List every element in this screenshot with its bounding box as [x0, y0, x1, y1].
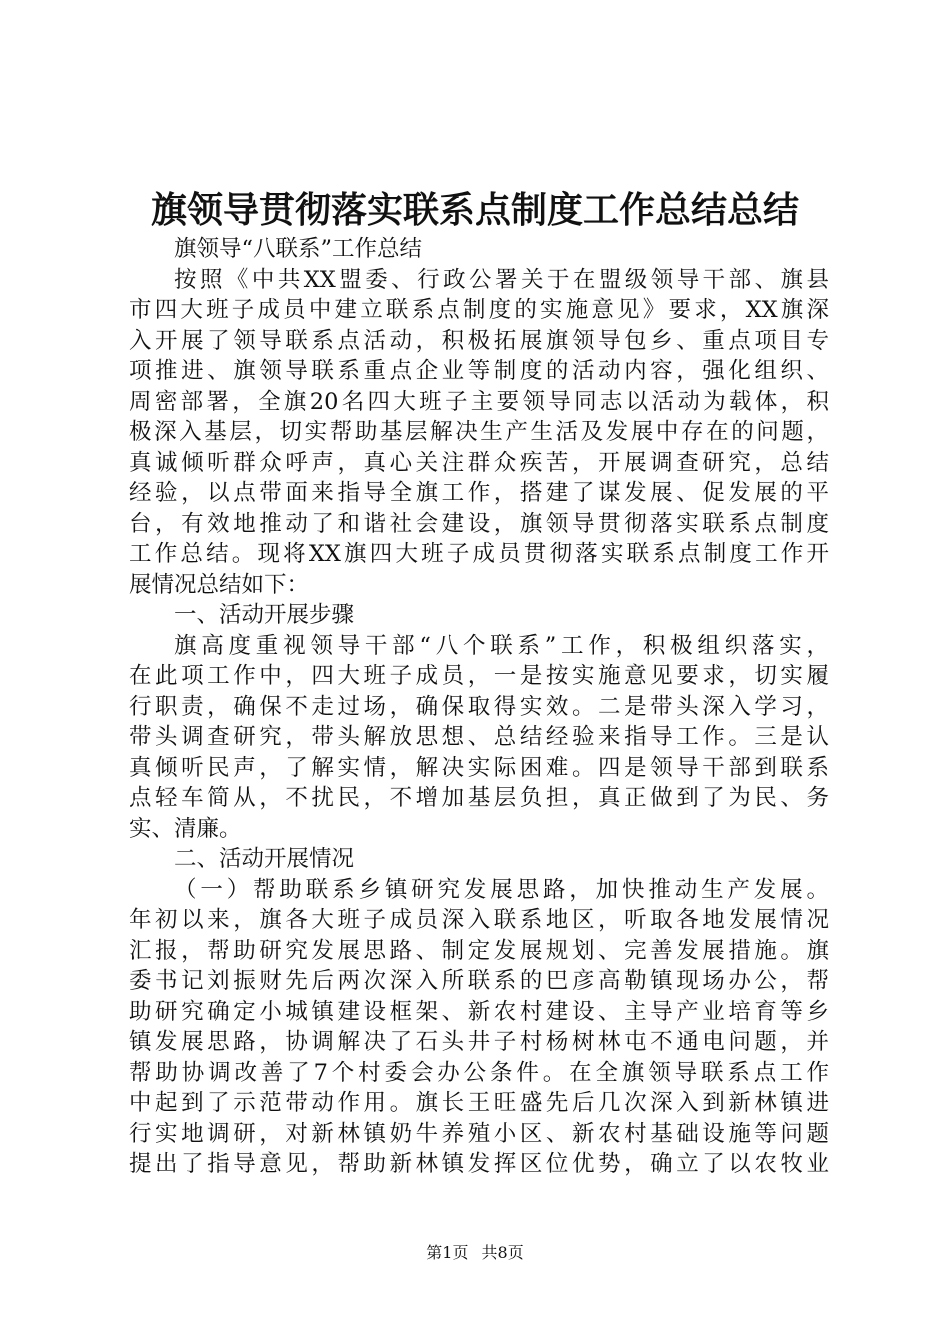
page-footer [0, 1243, 950, 1263]
text-line: 工作总结。现将XX旗四大班子成员贯彻落实联系点制度工作开 [129, 541, 829, 567]
text-line: 经验，以点带面来指导全旗工作，搭建了谋发展、促发展的平 [129, 480, 829, 506]
text-line: 中起到了示范带动作用。旗长王旺盛先后几次深入到新林镇进 [129, 1090, 829, 1116]
text-line: 旗高度重视领导干部“八个联系”工作，积极组织落实， [174, 632, 829, 659]
text-line: 在此项工作中，四大班子成员，一是按实施意见要求，切实履 [129, 663, 829, 689]
text-line: 帮助协调改善了7个村委会办公条件。在全旗领导联系点工作 [129, 1059, 829, 1086]
text-line: 展情况总结如下： [129, 571, 310, 598]
text-line: 真倾听民声，了解实情，解决实际困难。四是领导干部到联系 [129, 754, 829, 781]
text-line: 真诚倾听群众呼声，真心关注群众疾苦，开展调查研究，总结 [129, 449, 829, 476]
text-line: 周密部署，全旗20名四大班子主要领导同志以活动为载体，积 [129, 388, 829, 415]
text-line: 入开展了领导联系点活动，积极拓展旗领导包乡、重点项目专 [129, 327, 829, 354]
text-line: 行实地调研，对新林镇奶牛养殖小区、新农村基础设施等问题 [129, 1120, 829, 1147]
text-line: 市四大班子成员中建立联系点制度的实施意见》要求，XX旗深 [129, 297, 829, 323]
text-line: 实、清廉。 [129, 815, 242, 842]
text-line: 行职责，确保不走过场，确保取得实效。二是带头深入学习， [129, 693, 829, 720]
text-line: 年初以来，旗各大班子成员深入联系地区，听取各地发展情况 [129, 907, 829, 933]
text-line: 一、活动开展步骤 [174, 602, 355, 628]
text-line: 旗领导“八联系”工作总结 [174, 236, 423, 262]
text-line: 按照《中共XX盟委、行政公署关于在盟级领导干部、旗县 [174, 266, 829, 293]
document-body [129, 234, 829, 1180]
page-number: 第1页 [426, 1243, 469, 1262]
text-line: 项推进、旗领导联系重点企业等制度的活动内容，强化组织、 [129, 358, 829, 384]
document-title: 旗领导贯彻落实联系点制度工作总结总结 [150, 189, 799, 231]
text-line: 二、活动开展情况 [174, 846, 355, 872]
text-line: 镇发展思路，协调解决了石头井子村杨树林屯不通电问题，并 [129, 1029, 829, 1055]
text-line: 委书记刘振财先后两次深入所联系的巴彦高勒镇现场办公，帮 [129, 968, 829, 994]
page-total: 共8页 [481, 1243, 524, 1262]
text-line: 带头调查研究，带头解放思想、总结经验来指导工作。三是认 [129, 724, 829, 750]
text-line: 极深入基层，切实帮助基层解决生产生活及发展中存在的问题， [129, 419, 829, 445]
text-line: （一）帮助联系乡镇研究发展思路，加快推动生产发展。 [174, 876, 829, 903]
text-line: 汇报，帮助研究发展思路、制定发展规划、完善发展措施。旗 [129, 937, 829, 964]
text-line: 助研究确定小城镇建设框架、新农村建设、主导产业培育等乡 [129, 998, 829, 1025]
text-line: 提出了指导意见，帮助新林镇发挥区位优势，确立了以农牧业 [129, 1151, 829, 1177]
text-line: 台，有效地推动了和谐社会建设，旗领导贯彻落实联系点制度 [129, 510, 829, 537]
text-line: 点轻车简从，不扰民，不增加基层负担，真正做到了为民、务 [129, 785, 829, 811]
